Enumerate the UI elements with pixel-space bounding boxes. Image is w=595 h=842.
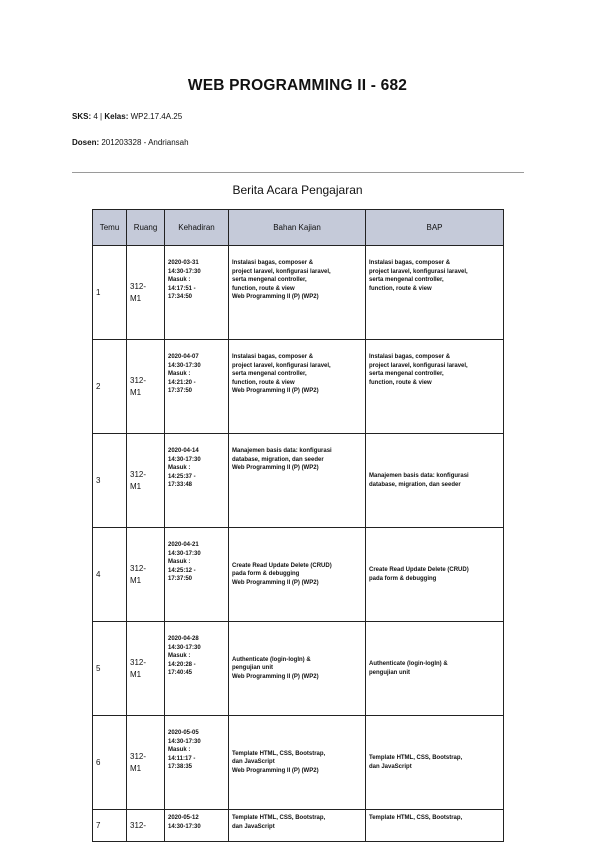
cell-bap: Create Read Update Delete (CRUD) pada form & debugging	[366, 528, 504, 622]
cell-bap: Authenticate (login-logIn) & pengujian unit	[366, 622, 504, 716]
dosen-value: 201203328 - Andriansah	[101, 138, 189, 147]
cell-bahan-kajian: Instalasi bagas, composer & project laravel, konfigurasi laravel, serta mengenal controller, function, route & view Web Programming II (P) (WP2)	[229, 340, 366, 434]
cell-kehadiran: 2020-05-05 14:30-17:30 Masuk : 14:11:17 - 17:38:35	[165, 716, 229, 810]
table-header-row	[93, 210, 504, 246]
cell-kehadiran: 2020-04-28 14:30-17:30 Masuk : 14:20:28 - 17:40:45	[165, 622, 229, 716]
col-header-kehadiran: Kehadiran	[165, 210, 229, 246]
cell-temu: 7	[93, 810, 127, 842]
cell-bahan-kajian: Manajemen basis data: konfigurasi database, migration, dan seeder Web Programming II (P) (WP2)	[229, 434, 366, 528]
table-row	[93, 810, 504, 842]
cell-kehadiran: 2020-05-12 14:30-17:30	[165, 810, 229, 842]
cell-bap: Instalasi bagas, composer & project laravel, konfigurasi laravel, serta mengenal controller, function, route & view	[366, 246, 504, 340]
cell-temu: 1	[93, 246, 127, 340]
cell-kehadiran: 2020-04-14 14:30-17:30 Masuk : 14:25:37 - 17:33:48	[165, 434, 229, 528]
table-row	[93, 622, 504, 716]
table-row	[93, 246, 504, 340]
lecturer-meta	[72, 138, 189, 147]
table-row	[93, 716, 504, 810]
table-row	[93, 434, 504, 528]
table-row	[93, 340, 504, 434]
col-header-bap: BAP	[366, 210, 504, 246]
cell-ruang: 312- M1	[127, 340, 165, 434]
cell-ruang: 312- M1	[127, 622, 165, 716]
cell-bap: Template HTML, CSS, Bootstrap, dan JavaScript	[366, 716, 504, 810]
course-meta	[72, 112, 182, 121]
sks-label: SKS:	[72, 112, 92, 121]
meta-separator: |	[100, 112, 103, 121]
cell-bap: Manajemen basis data: konfigurasi database, migration, dan seeder	[366, 434, 504, 528]
cell-ruang: 312- M1	[127, 528, 165, 622]
divider	[72, 172, 524, 173]
section-title: Berita Acara Pengajaran	[232, 183, 363, 197]
cell-bahan-kajian: Template HTML, CSS, Bootstrap, dan JavaScript	[229, 810, 366, 842]
cell-bap: Template HTML, CSS, Bootstrap,	[366, 810, 504, 842]
kelas-label: Kelas:	[104, 112, 129, 121]
col-header-ruang: Ruang	[127, 210, 165, 246]
cell-temu: 2	[93, 340, 127, 434]
cell-temu: 4	[93, 528, 127, 622]
dosen-label: Dosen:	[72, 138, 100, 147]
cell-ruang: 312- M1	[127, 716, 165, 810]
teaching-record-table	[92, 209, 504, 842]
cell-kehadiran: 2020-04-21 14:30-17:30 Masuk : 14:25:12 - 17:37:50	[165, 528, 229, 622]
cell-temu: 3	[93, 434, 127, 528]
cell-bap: Instalasi bagas, composer & project laravel, konfigurasi laravel, serta mengenal controller, function, route & view	[366, 340, 504, 434]
cell-kehadiran: 2020-03-31 14:30-17:30 Masuk : 14:17:51 - 17:34:50	[165, 246, 229, 340]
cell-ruang: 312-	[127, 810, 165, 842]
col-header-temu: Temu	[93, 210, 127, 246]
kelas-value: WP2.17.4A.25	[130, 112, 183, 121]
cell-kehadiran: 2020-04-07 14:30-17:30 Masuk : 14:21:20 - 17:37:50	[165, 340, 229, 434]
sks-value: 4	[93, 112, 98, 121]
cell-ruang: 312- M1	[127, 246, 165, 340]
col-header-bahan-kajian: Bahan Kajian	[229, 210, 366, 246]
cell-temu: 5	[93, 622, 127, 716]
cell-ruang: 312- M1	[127, 434, 165, 528]
course-title: WEB PROGRAMMING II - 682	[187, 77, 408, 94]
cell-temu: 6	[93, 716, 127, 810]
cell-bahan-kajian: Authenticate (login-logIn) & pengujian unit Web Programming II (P) (WP2)	[229, 622, 366, 716]
table-row	[93, 528, 504, 622]
cell-bahan-kajian: Instalasi bagas, composer & project laravel, konfigurasi laravel, serta mengenal controller, function, route & view Web Programming II (P) (WP2)	[229, 246, 366, 340]
cell-bahan-kajian: Template HTML, CSS, Bootstrap, dan JavaScript Web Programming II (P) (WP2)	[229, 716, 366, 810]
cell-bahan-kajian: Create Read Update Delete (CRUD) pada form & debugging Web Programming II (P) (WP2)	[229, 528, 366, 622]
